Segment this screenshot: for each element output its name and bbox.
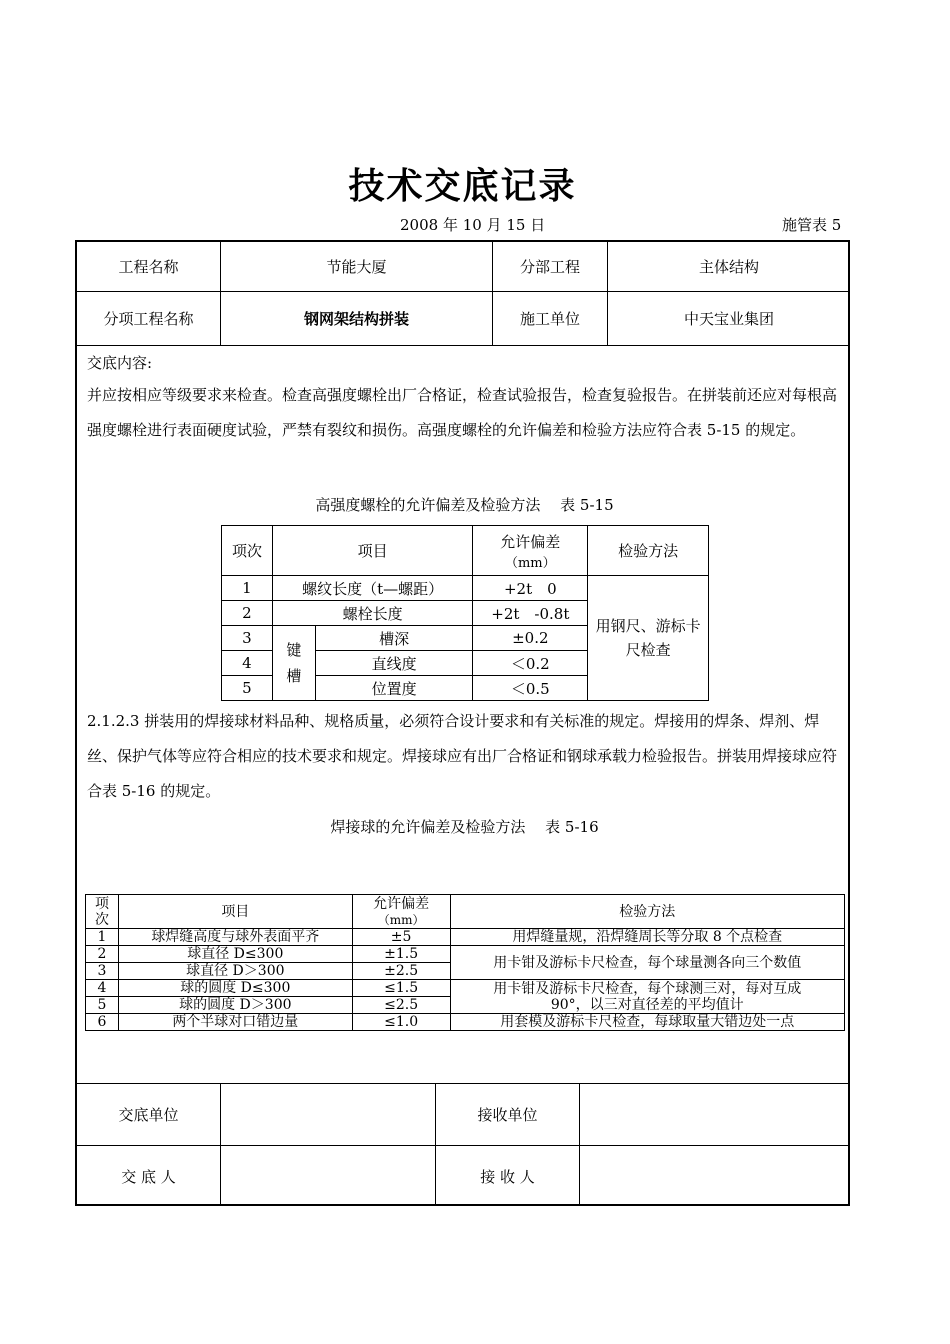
bolt-tolerance-table [221, 525, 709, 701]
t1-header-tol-text: 允许偏差 [500, 532, 561, 551]
ball-tolerance-table [85, 894, 845, 1031]
t2-r6-item: 两个半球对口错边量 [118, 1014, 352, 1031]
t1-keyway-1: 键 [286, 641, 302, 659]
t2-header-tol [352, 895, 450, 929]
page-title: 技术交底记录 [348, 166, 577, 207]
division-value: 主体结构 [698, 258, 759, 276]
t1-keyway-2: 槽 [286, 667, 302, 685]
t1-header-method: 检验方法 [588, 526, 709, 576]
t1-header-tol [473, 526, 588, 576]
t1-header-tol-unit: （mm） [504, 555, 556, 571]
t2-header-tol-text: 允许偏差 [373, 895, 430, 912]
contractor-value: 中天宝业集团 [683, 310, 774, 328]
receiver-field[interactable] [580, 1146, 850, 1206]
issuer-label: 交 底 人 [121, 1167, 176, 1186]
t1-keyway [272, 626, 315, 701]
t2-r5-item: 球的圆度 D＞300 [118, 997, 352, 1014]
t2-r6-method: 用套模及游标卡尺检查，每球取量大错边处一点 [450, 1014, 844, 1031]
t1-r4-item: 直线度 [315, 651, 473, 676]
t2-r6-tol: ≤1.0 [352, 1014, 450, 1031]
receiver-unit-field[interactable] [580, 1084, 850, 1145]
t2-r5-tol: ≤2.5 [352, 997, 450, 1014]
t1-r3-item: 槽深 [315, 626, 473, 651]
t2-r3-no: 3 [86, 963, 119, 980]
t2-header-method: 检验方法 [450, 895, 844, 929]
contractor-label: 施工单位 [519, 310, 580, 328]
record-frame [75, 240, 850, 1206]
t1-r5-no: 5 [222, 676, 273, 701]
paragraph-bolts: 并应按相应等级要求来检查。检查高强度螺栓出厂合格证，检查试验报告，检查复验报告。在拼装前还应对每根高强度螺栓进行表面硬度试验，严禁有裂纹和损伤。高强度螺栓的允许偏差和检验方法应符合表 5-15 的规定。 [87, 386, 838, 439]
t2-header-no-2: 次 [94, 911, 109, 928]
t1-r4-tol: ＜0.2 [473, 651, 588, 676]
t2-r5-no: 5 [86, 997, 119, 1014]
paragraph-welded-balls: 2.1.2.3 拼装用的焊接球材料品种、规格质量，必须符合设计要求和有关标准的规定。焊接用的焊条、焊剂、焊丝、保护气体等应符合相应的技术要求和规定。焊接球应有出厂合格证和钢球承载力检验报告。拼装用焊接球应符合表 5-16 的规定。 [87, 712, 838, 800]
issuer-unit-field[interactable] [221, 1084, 435, 1145]
t1-r2-no: 2 [222, 601, 273, 626]
t2-header-no [86, 895, 119, 929]
t2-r4-item: 球的圆度 D≤300 [118, 980, 352, 997]
t1-r2-tol: +2t -0.8t [473, 601, 588, 626]
t2-r4-tol: ≤1.5 [352, 980, 450, 997]
division-label: 分部工程 [519, 258, 580, 276]
table2-caption: 焊接球的允许偏差及检验方法 表 5-16 [330, 818, 599, 836]
receiver-unit-label: 接收单位 [477, 1106, 538, 1124]
subitem-value: 钢网架结构拼装 [303, 310, 409, 328]
t1-r3-no: 3 [222, 626, 273, 651]
t2-r2-no: 2 [86, 946, 119, 963]
issuer-field[interactable] [221, 1146, 435, 1206]
subitem-label: 分项工程名称 [103, 310, 194, 328]
t1-r5-item: 位置度 [315, 676, 473, 701]
t1-header-item: 项目 [272, 526, 472, 576]
t1-r5-tol: ＜0.5 [473, 676, 588, 701]
issuer-unit-label: 交底单位 [118, 1106, 179, 1124]
t1-r4-no: 4 [222, 651, 273, 676]
t2-r3-item: 球直径 D＞300 [118, 963, 352, 980]
t2-header-no-1: 项 [94, 895, 109, 912]
content-label: 交底内容: [87, 354, 153, 372]
form-number: 施管表 5 [782, 216, 842, 234]
t2-r4-no: 4 [86, 980, 119, 997]
t2-r1-item: 球焊缝高度与球外表面平齐 [118, 929, 352, 946]
t2-r3-tol: ±2.5 [352, 963, 450, 980]
t1-r1-tol: +2t 0 [473, 576, 588, 601]
t2-method-45 [450, 980, 844, 1014]
record-date: 2008 年 10 月 15 日 [400, 216, 546, 234]
t2-method-45-line2: 90°，以三对直径差的平均值计 [550, 996, 744, 1013]
t2-header-item: 项目 [118, 895, 352, 929]
t2-method-45-line1: 用卡钳及游标卡尺检查，每个球测三对，每对互成 [493, 980, 802, 997]
t1-r1-no: 1 [222, 576, 273, 601]
t2-r2-tol: ±1.5 [352, 946, 450, 963]
t1-r1-item: 螺纹长度（t—螺距） [272, 576, 472, 601]
t1-method: 用钢尺、游标卡尺检查 [588, 576, 709, 701]
t1-r3-tol: ±0.2 [473, 626, 588, 651]
t2-r1-tol: ±5 [352, 929, 450, 946]
t2-r2-item: 球直径 D≤300 [118, 946, 352, 963]
t2-r1-no: 1 [86, 929, 119, 946]
t2-header-tol-unit: （mm） [377, 912, 425, 927]
t1-header-no: 项次 [222, 526, 273, 576]
t2-r1-method: 用焊缝量规，沿焊缝周长等分取 8 个点检查 [450, 929, 844, 946]
t2-method-23: 用卡钳及游标卡尺检查，每个球量测各向三个数值 [450, 946, 844, 980]
receiver-label: 接 收 人 [480, 1167, 535, 1186]
project-name-label: 工程名称 [118, 258, 179, 276]
t1-r2-item: 螺栓长度 [272, 601, 472, 626]
table1-caption: 高强度螺栓的允许偏差及检验方法 表 5-15 [315, 496, 614, 514]
t2-r6-no: 6 [86, 1014, 119, 1031]
project-name-value: 节能大厦 [326, 258, 387, 276]
